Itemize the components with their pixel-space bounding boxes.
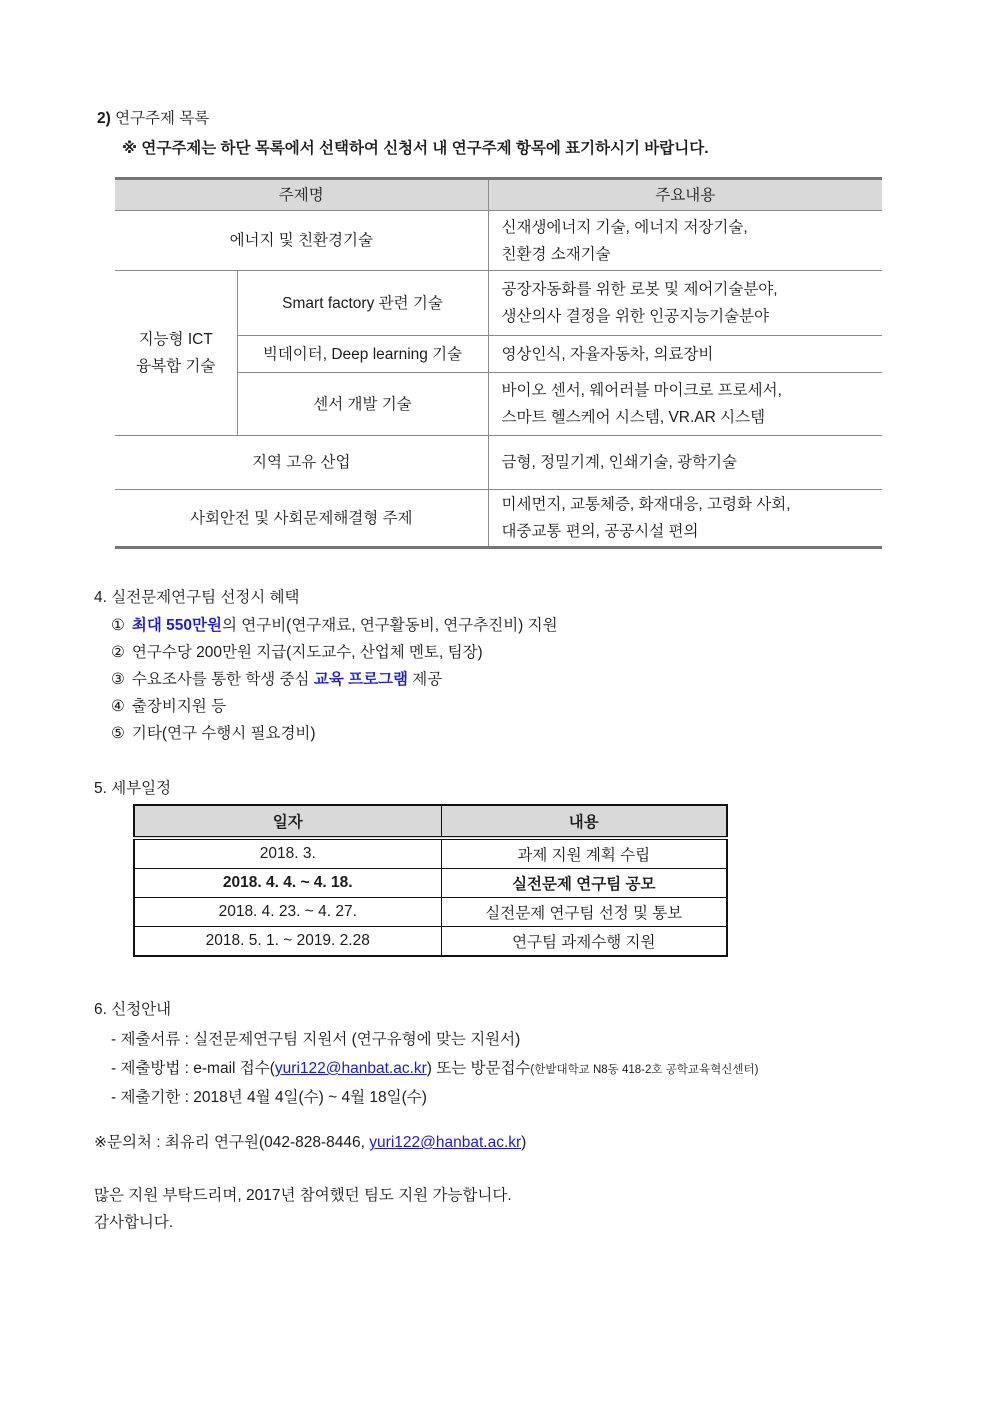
table-row <box>115 436 882 490</box>
schedule-content: 실전문제 연구팀 공모 <box>441 869 727 898</box>
topic-table-header-row <box>115 179 882 211</box>
topics-section-title-text: 연구주제 목록 <box>115 110 210 127</box>
topic-table-header-topic: 주제명 <box>115 179 488 211</box>
topic-table <box>115 177 882 549</box>
table-row <box>134 838 727 869</box>
apply-deadline-line: - 제출기한 : 2018년 4월 4일(수) ~ 4월 18일(수) <box>111 1089 427 1106</box>
topic-table-header-content: 주요내용 <box>488 179 882 211</box>
apply-docs-line: - 제출서류 : 실전문제연구팀 지원서 (연구유형에 맞는 지원서) <box>111 1031 521 1048</box>
schedule-date: 2018. 3. <box>134 838 441 869</box>
table-row <box>115 271 882 336</box>
closing-line-1: 많은 지원 부탁드리며, 2017년 참여했던 팀도 지원 가능합니다. <box>94 1187 512 1204</box>
schedule-date: 2018. 4. 23. ~ 4. 27. <box>134 898 441 927</box>
content-line: 공장자동화를 위한 로봇 및 제어기술분야, <box>501 281 778 298</box>
schedule-table <box>133 804 728 957</box>
topic-cell-ict-group <box>115 271 237 436</box>
content-cell-energy <box>488 211 882 271</box>
schedule-date: 2018. 5. 1. ~ 2019. 2.28 <box>134 927 441 957</box>
schedule-content: 실전문제 연구팀 선정 및 통보 <box>441 898 727 927</box>
contact-line <box>94 1130 526 1152</box>
email-link[interactable]: yuri122@hanbat.ac.kr <box>369 1134 522 1151</box>
apply-method-line <box>111 1054 758 1083</box>
topic-cell-energy: 에너지 및 친환경기술 <box>115 211 488 271</box>
content-line: 바이오 센서, 웨어러블 마이크로 프로세서, <box>501 382 782 399</box>
item-pre: 출장비지원 등 <box>131 698 227 715</box>
list-item <box>111 720 558 747</box>
content-line: 신재생에너지 기술, 에너지 저장기술, <box>501 218 748 236</box>
method-pre: - 제출방법 : e-mail 접수( <box>111 1060 275 1077</box>
list-item <box>111 693 558 720</box>
item-number: ① <box>111 617 125 634</box>
item-pre: 기타(연구 수행시 필요경비) <box>131 725 316 742</box>
item-pre: 수요조사를 통한 학생 중심 <box>131 671 314 688</box>
table-row <box>134 869 727 898</box>
benefits-section-title: 4. 실전문제연구팀 선정시 혜택 <box>94 589 300 606</box>
topics-section-title <box>97 106 209 128</box>
content-line: 스마트 헬스케어 시스템, VR.AR 시스템 <box>501 409 766 426</box>
item-post: 제공 <box>408 671 443 688</box>
list-item <box>111 639 558 666</box>
item-pre: 연구수당 200만원 지급(지도교수, 산업체 멘토, 팀장) <box>131 644 483 661</box>
item-highlight: 교육 프로그램 <box>313 671 408 688</box>
item-highlight: 최대 550만원 <box>131 617 222 634</box>
benefits-list <box>111 612 558 747</box>
item-post: 의 연구비(연구재료, 연구활동비, 연구추진비) 지원 <box>221 617 558 634</box>
item-number: ⑤ <box>111 725 125 742</box>
topics-section-number: 2) <box>97 110 111 127</box>
schedule-content: 과제 지원 계획 수립 <box>441 838 727 869</box>
apply-section-title: 6. 신청안내 <box>94 1001 172 1018</box>
method-address-small: (한밭대학교 N8동 418-2호 공학교육혁신센터) <box>530 1064 759 1076</box>
item-number: ④ <box>111 698 125 715</box>
table-row <box>134 898 727 927</box>
topic-line: 지능형 ICT <box>138 331 213 348</box>
closing-line-2: 감사합니다. <box>94 1214 174 1231</box>
item-number: ③ <box>111 671 125 688</box>
topic-cell-smart-factory: Smart factory 관련 기술 <box>237 271 488 336</box>
content-line: 미세먼지, 교통체증, 화재대응, 고령화 사회, <box>501 496 791 513</box>
contact-pre: ※문의처 : 최유리 연구원(042-828-8446, <box>94 1134 370 1151</box>
topics-note: ※ 연구주제는 하단 목록에서 선택하여 신청서 내 연구주제 항목에 표기하시기 바랍니다. <box>122 140 709 157</box>
schedule-header-row <box>134 805 727 838</box>
topic-cell-social: 사회안전 및 사회문제해결형 주제 <box>115 490 488 548</box>
content-cell-regional: 금형, 정밀기계, 인쇄기술, 광학기술 <box>488 436 882 490</box>
list-item <box>111 666 558 693</box>
topic-cell-bigdata: 빅데이터, Deep learning 기술 <box>237 336 488 373</box>
email-link[interactable]: yuri122@hanbat.ac.kr <box>274 1060 427 1077</box>
method-mid: ) 또는 방문접수 <box>426 1060 531 1077</box>
schedule-header-content: 내용 <box>441 805 727 838</box>
content-line: 대중교통 편의, 공공시설 편의 <box>501 523 699 540</box>
contact-post: ) <box>521 1134 527 1151</box>
topic-cell-regional: 지역 고유 산업 <box>115 436 488 490</box>
content-line: 생산의사 결정을 위한 인공지능기술분야 <box>501 308 769 325</box>
item-number: ② <box>111 644 125 661</box>
apply-list <box>111 1025 758 1112</box>
topic-cell-sensor: 센서 개발 기술 <box>237 373 488 436</box>
schedule-header-date: 일자 <box>134 805 441 838</box>
table-row <box>115 211 882 271</box>
table-row <box>115 490 882 548</box>
list-item <box>111 612 558 639</box>
content-cell-social <box>488 490 882 548</box>
schedule-content: 연구팀 과제수행 지원 <box>441 927 727 957</box>
topic-line: 융복합 기술 <box>136 358 216 375</box>
content-cell-sensor <box>488 373 882 436</box>
content-cell-bigdata: 영상인식, 자율자동차, 의료장비 <box>488 336 882 373</box>
content-line: 친환경 소재기술 <box>501 245 611 263</box>
content-cell-smart-factory <box>488 271 882 336</box>
schedule-date: 2018. 4. 4. ~ 4. 18. <box>134 869 441 898</box>
schedule-section-title: 5. 세부일정 <box>94 780 172 797</box>
table-row <box>134 927 727 957</box>
